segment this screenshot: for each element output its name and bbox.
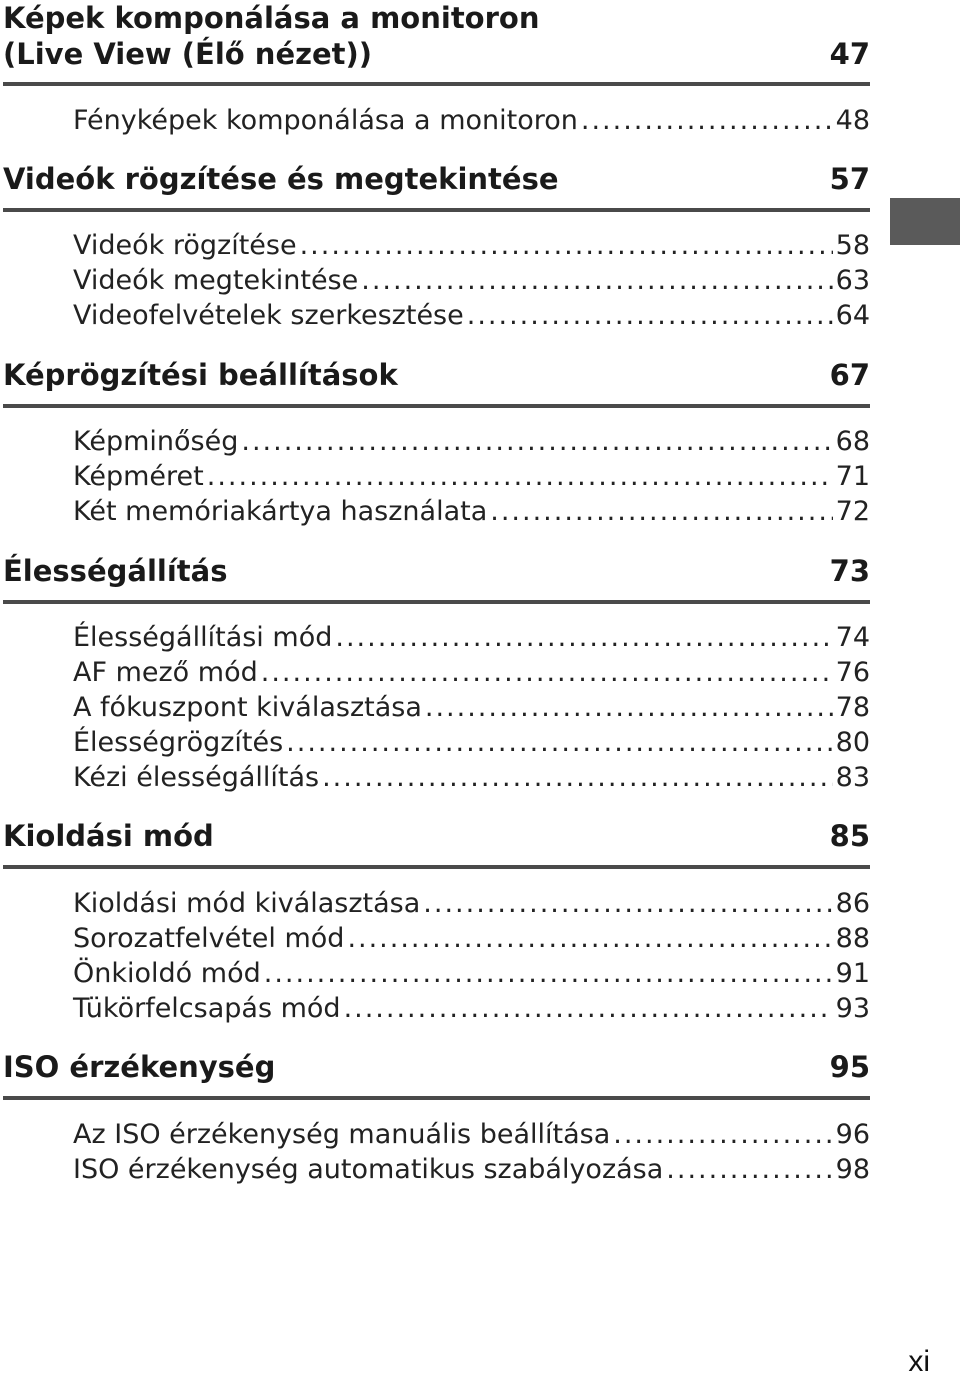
section-title: ISO érzékenység (3, 1050, 276, 1084)
dot-leader (261, 655, 833, 691)
toc-entry-page: 58 (835, 230, 870, 261)
toc-entry-label: Önkioldó mód (73, 958, 261, 989)
toc-entry (73, 991, 870, 1027)
section-page-number: 85 (829, 819, 870, 853)
section-heading (3, 161, 870, 197)
dot-leader (666, 1152, 832, 1188)
toc-entry-page: 86 (835, 888, 870, 919)
toc-entry-label: A fókuszpont kiválasztása (73, 692, 422, 723)
dot-leader (241, 424, 832, 460)
dot-leader (581, 103, 833, 139)
toc-entry-page: 68 (835, 426, 870, 457)
toc-entry (73, 690, 870, 726)
section-page-number: 73 (829, 554, 870, 588)
section-title-line: (Live View (Élő nézet)) (3, 37, 373, 71)
section-page-number: 47 (829, 37, 870, 71)
section-title: Képrögzítési beállítások (3, 358, 398, 392)
toc-entry-label: Élességállítási mód (73, 622, 333, 653)
page-number: xi (908, 1345, 930, 1378)
dot-leader (490, 494, 832, 530)
toc-entry-label: ISO érzékenység automatikus szabályozása (73, 1154, 664, 1185)
section-heading (3, 818, 870, 854)
toc-entry-label: Élességrögzítés (73, 727, 284, 758)
dot-leader (207, 459, 833, 495)
toc-entry (73, 103, 870, 139)
toc-entry (73, 459, 870, 495)
toc-entry-label: Képméret (73, 461, 204, 492)
toc-entry (73, 921, 870, 957)
section-divider (3, 82, 870, 86)
dot-leader (300, 228, 833, 264)
toc-entry-page: 88 (835, 923, 870, 954)
toc-entry-label: Fényképek komponálása a monitoron (73, 105, 578, 136)
toc-entry-page: 48 (835, 105, 870, 136)
toc-entry-page: 74 (835, 622, 870, 653)
toc-entry-page: 96 (835, 1119, 870, 1150)
toc-entry (73, 655, 870, 691)
section-title-line: Képek komponálása a monitoron (3, 1, 540, 35)
toc-entry (73, 956, 870, 992)
toc-entry (73, 725, 870, 761)
dot-leader (347, 921, 832, 957)
toc-entry (73, 1117, 870, 1153)
toc-entry (73, 424, 870, 460)
section-title: Kioldási mód (3, 819, 214, 853)
section-page-number: 57 (829, 162, 870, 196)
toc-entry (73, 263, 870, 299)
section-title: Videók rögzítése és megtekintése (3, 162, 559, 196)
toc-entry-label: Sorozatfelvétel mód (73, 923, 345, 954)
dot-leader (335, 620, 832, 656)
toc-entry-label: Két memóriakártya használata (73, 496, 488, 527)
toc-entry-page: 83 (835, 762, 870, 793)
toc-entry-page: 98 (835, 1154, 870, 1185)
toc-entry-page: 63 (835, 265, 870, 296)
dot-leader (467, 298, 833, 334)
section-divider (3, 865, 870, 869)
toc-entry-page: 76 (835, 657, 870, 688)
section-heading (3, 0, 870, 72)
toc-entry-label: Kioldási mód kiválasztása (73, 888, 421, 919)
dot-leader (361, 263, 832, 299)
toc-entry (73, 298, 870, 334)
toc-entry-page: 72 (835, 496, 870, 527)
toc-entry-label: Tükörfelcsapás mód (73, 993, 341, 1024)
toc-entry-page: 80 (835, 727, 870, 758)
toc-entry-page: 71 (835, 461, 870, 492)
toc-entry (73, 760, 870, 796)
section-page-number: 67 (829, 358, 870, 392)
toc-entry (73, 886, 870, 922)
toc-entry (73, 494, 870, 530)
section-divider (3, 600, 870, 604)
section-divider (3, 208, 870, 212)
toc-entry (73, 228, 870, 264)
section-title: Élességállítás (3, 554, 228, 588)
section-page-number: 95 (829, 1050, 870, 1084)
section-divider (3, 1096, 870, 1100)
toc-entry-page: 93 (835, 993, 870, 1024)
section-heading (3, 553, 870, 589)
toc-entry-label: Videók rögzítése (73, 230, 297, 261)
section-heading (3, 1049, 870, 1085)
toc-entry-label: Képminőség (73, 426, 239, 457)
toc-entry-label: AF mező mód (73, 657, 258, 688)
dot-leader (322, 760, 833, 796)
dot-leader (613, 1117, 832, 1153)
section-divider (3, 404, 870, 408)
dot-leader (425, 690, 833, 726)
toc-entry-page: 78 (835, 692, 870, 723)
toc-entry (73, 620, 870, 656)
section-heading (3, 357, 870, 393)
dot-leader (344, 991, 833, 1027)
dot-leader (286, 725, 832, 761)
toc-entry-label: Kézi élességállítás (73, 762, 320, 793)
toc-entry-page: 91 (835, 958, 870, 989)
toc-entry-label: Videók megtekintése (73, 265, 359, 296)
toc-entry-page: 64 (835, 300, 870, 331)
toc-entry-label: Videofelvételek szerkesztése (73, 300, 464, 331)
section-title (3, 0, 539, 72)
dot-leader (423, 886, 832, 922)
toc-entry (73, 1152, 870, 1188)
toc-entry-label: Az ISO érzékenység manuális beállítása (73, 1119, 611, 1150)
dot-leader (264, 956, 833, 992)
chapter-thumb-tab (890, 198, 960, 245)
